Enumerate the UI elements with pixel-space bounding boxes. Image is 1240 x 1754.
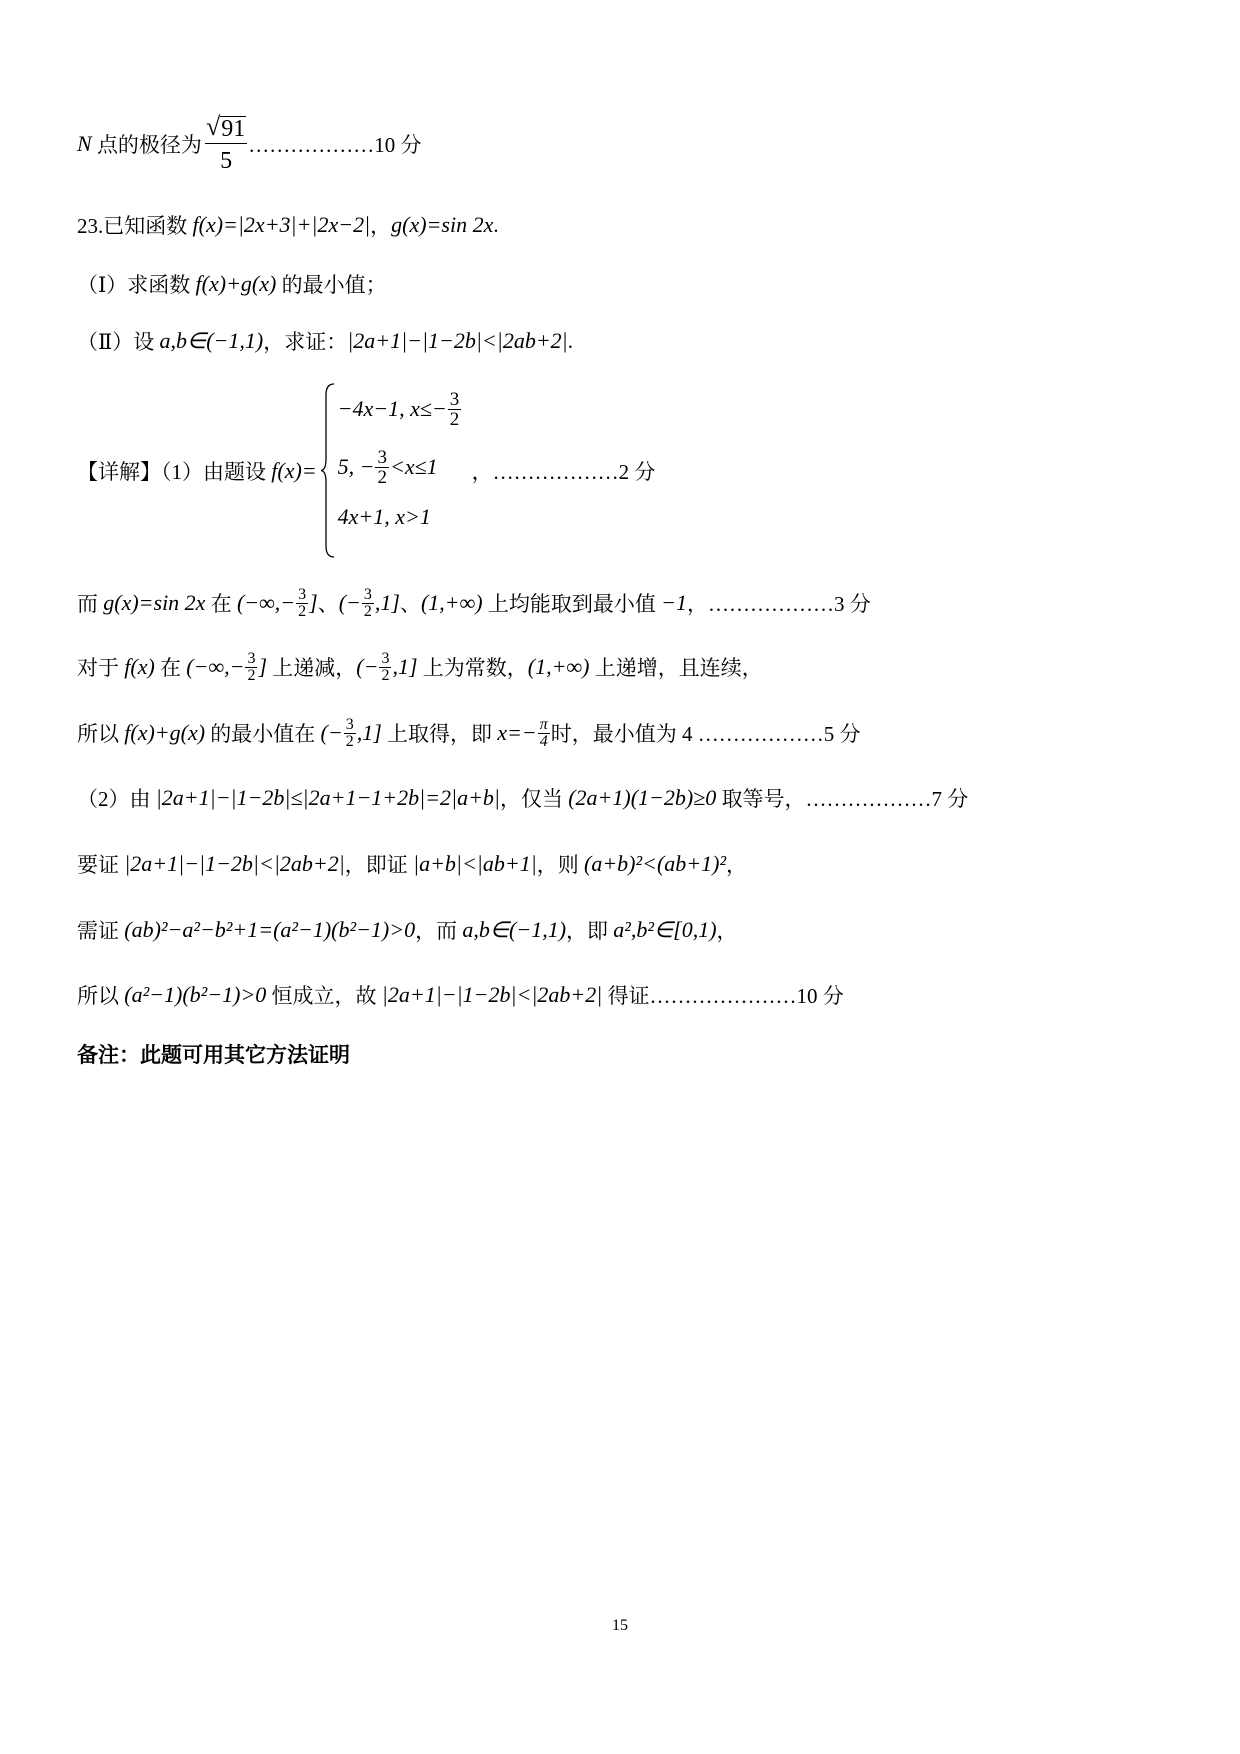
case-1-expression: −4x−1, x≤− xyxy=(337,396,447,421)
part-2-question xyxy=(77,317,573,365)
text-segment: 在 xyxy=(154,656,187,680)
target-inequality: |2a+1|−|1−2b|<|2ab+2| xyxy=(124,851,345,876)
text-segment: ，即 xyxy=(566,919,614,943)
solution-line-g-minimum xyxy=(77,579,871,627)
fraction-numerator: 3 xyxy=(377,446,387,468)
solution-head: 【详解】（1）由题设 xyxy=(77,459,272,484)
interval-2-end: ,1] xyxy=(374,590,400,615)
text-segment: 上均能取到最小值 xyxy=(482,592,662,616)
fraction-numerator: 3 xyxy=(381,650,390,667)
text-segment: ，则 xyxy=(536,853,584,877)
fraction-denominator: 2 xyxy=(298,603,307,620)
f-symbol: f(x) xyxy=(124,654,155,679)
radicand: 91 xyxy=(221,116,246,142)
text-segment: 恒成立，故 xyxy=(266,984,382,1008)
solution-1-piecewise xyxy=(77,383,655,558)
solution-2-conclusion xyxy=(77,971,844,1019)
part-1-question xyxy=(77,260,387,308)
case-2-expression: 5, − xyxy=(337,454,375,479)
fraction-3-over-2 xyxy=(379,651,391,683)
solution-line-monotonicity xyxy=(77,643,763,691)
score-label: 取等号，………………7 分 xyxy=(716,787,969,811)
case-row-3 xyxy=(338,499,472,535)
fraction-denominator: 5 xyxy=(220,148,233,174)
solution-2-to-prove xyxy=(77,840,747,888)
fraction-numerator: 3 xyxy=(363,586,372,603)
sum-expression: f(x)+g(x) xyxy=(124,720,206,745)
problem-23-statement xyxy=(77,201,499,249)
minimum-value: −1 xyxy=(661,590,687,615)
range-condition: a,b∈(−1,1) xyxy=(462,917,567,942)
fraction-numerator: 3 xyxy=(449,388,460,410)
fraction-denominator: 2 xyxy=(381,667,390,684)
case-row-1 xyxy=(338,383,472,435)
fraction-denominator: 2 xyxy=(247,667,256,684)
fraction-numerator: π xyxy=(539,716,548,733)
part-2-inequality: |2a+1|−|1−2b|<|2ab+2| xyxy=(347,328,568,353)
separator: ， xyxy=(370,214,392,238)
text-segment: 对于 xyxy=(77,656,125,680)
text-segment: 所以 xyxy=(77,984,125,1008)
score-label: ，………………3 分 xyxy=(687,592,871,616)
score-label: 得证…………………10 分 xyxy=(602,984,844,1008)
product-inequality: (a²−1)(b²−1)>0 xyxy=(124,982,267,1007)
solution-2-factorization xyxy=(77,906,738,954)
score-label: 时，最小值为 4 ………………5 分 xyxy=(550,722,861,746)
fraction-3-over-2 xyxy=(344,717,356,749)
part-1-label: （Ⅰ）求函数 xyxy=(77,273,196,297)
f-definition: f(x)=|2x+3|+|2x−2| xyxy=(192,212,371,237)
period: . xyxy=(567,328,573,353)
squares-range: a²,b²∈[0,1) xyxy=(613,917,717,942)
fraction-numerator: 3 xyxy=(345,716,354,733)
part-1-text: 的最小值； xyxy=(276,273,387,297)
fraction-numerator xyxy=(205,113,247,144)
f-equals: f(x)= xyxy=(271,457,317,483)
fraction-3-over-2 xyxy=(448,390,462,429)
problem-intro: 23.已知函数 xyxy=(77,214,193,238)
text-segment: 的最小值在 xyxy=(205,722,321,746)
case-3-expression: 4x+1, x>1 xyxy=(337,504,431,529)
part-1-expression: f(x)+g(x) xyxy=(195,271,277,296)
fraction-denominator: 2 xyxy=(377,466,387,488)
text-segment: 而 xyxy=(77,592,104,616)
text-segment: 上取得，即 xyxy=(381,722,498,746)
equivalent-inequality: |a+b|<|ab+1| xyxy=(413,851,537,876)
fraction-3-over-2 xyxy=(375,448,389,487)
interval-end: ,1] xyxy=(356,720,382,745)
part-2-text: ，求证： xyxy=(263,330,348,354)
radical-sign: √ xyxy=(205,112,221,141)
interval-2-start: (− xyxy=(356,654,379,679)
fraction-pi-over-4 xyxy=(538,717,550,749)
text-segment: 所以 xyxy=(77,722,125,746)
remark-line xyxy=(77,1030,350,1078)
interval-3: (1,+∞) xyxy=(527,654,590,679)
text-segment: 上为常数， xyxy=(417,656,528,680)
proved-inequality: |2a+1|−|1−2b|<|2ab+2| xyxy=(381,982,603,1007)
text-segment: 需证 xyxy=(77,919,125,943)
text-segment: 、 xyxy=(399,592,421,616)
case-2-condition: <x≤1 xyxy=(389,454,438,479)
piecewise-cases xyxy=(338,383,472,535)
point-n-variable: N xyxy=(77,131,92,156)
text-segment: ， xyxy=(716,919,738,943)
g-definition: g(x)=sin 2x xyxy=(103,590,206,615)
squared-inequality: (a+b)²<(ab+1)² xyxy=(584,851,727,876)
piecewise-brace xyxy=(320,383,336,558)
polar-radius-line xyxy=(77,112,422,174)
factorization-expression: (ab)²−a²−b²+1=(a²−1)(b²−1)>0 xyxy=(124,917,416,942)
interval-start: (− xyxy=(320,720,343,745)
text-segment: ， xyxy=(726,853,748,877)
interval-2-start: (− xyxy=(338,590,361,615)
interval-3: (1,+∞) xyxy=(420,590,483,615)
text-segment: 、 xyxy=(317,592,339,616)
interval-1-end: ] xyxy=(309,590,318,615)
fraction-sqrt91-over-5 xyxy=(205,113,247,175)
interval-1-end: ] xyxy=(258,654,268,679)
part-2-condition: a,b∈(−1,1) xyxy=(159,328,264,353)
part-2-label: （Ⅱ）设 xyxy=(77,330,160,354)
remark-text: 备注：此题可用其它方法证明 xyxy=(77,1043,350,1067)
period: . xyxy=(493,212,499,237)
fraction-denominator: 4 xyxy=(539,733,548,750)
fraction-denominator: 2 xyxy=(449,408,460,430)
text-segment: 要证 xyxy=(77,853,125,877)
text-segment: 上递增，且连续， xyxy=(589,656,763,680)
interval-1-start: (−∞,− xyxy=(236,590,296,615)
inequality-expression: |2a+1|−|1−2b|≤|2a+1−1+2b|=2|a+b| xyxy=(155,785,500,810)
text-segment: （2）由 xyxy=(77,787,156,811)
interval-2-end: ,1] xyxy=(392,654,418,679)
page-number: 15 xyxy=(612,1617,628,1634)
piecewise-function xyxy=(320,383,472,558)
text-segment: ，而 xyxy=(415,919,463,943)
g-definition: g(x)=sin 2x xyxy=(391,212,494,237)
text-segment: ，即证 xyxy=(344,853,414,877)
score-label: ，………………2 分 xyxy=(471,459,656,484)
fraction-numerator: 3 xyxy=(247,650,256,667)
case-row-2 xyxy=(338,435,472,499)
fraction-3-over-2 xyxy=(296,587,308,619)
equality-condition: (2a+1)(1−2b)≥0 xyxy=(568,785,717,810)
solution-line-minimum xyxy=(77,709,861,757)
polar-radius-text: 点的极径为 xyxy=(91,133,202,157)
fraction-3-over-2 xyxy=(362,587,374,619)
fraction-3-over-2 xyxy=(245,651,257,683)
interval-1-start: (−∞,− xyxy=(186,654,245,679)
fraction-denominator: 2 xyxy=(363,603,372,620)
text-segment: 上递减， xyxy=(267,656,357,680)
text-segment: ，仅当 xyxy=(499,787,569,811)
text-segment: 在 xyxy=(205,592,237,616)
x-equals: x=− xyxy=(497,720,537,745)
score-label: ………………10 分 xyxy=(248,133,422,157)
fraction-denominator: 2 xyxy=(345,733,354,750)
fraction-numerator: 3 xyxy=(298,586,307,603)
solution-2-triangle-inequality xyxy=(77,774,968,822)
